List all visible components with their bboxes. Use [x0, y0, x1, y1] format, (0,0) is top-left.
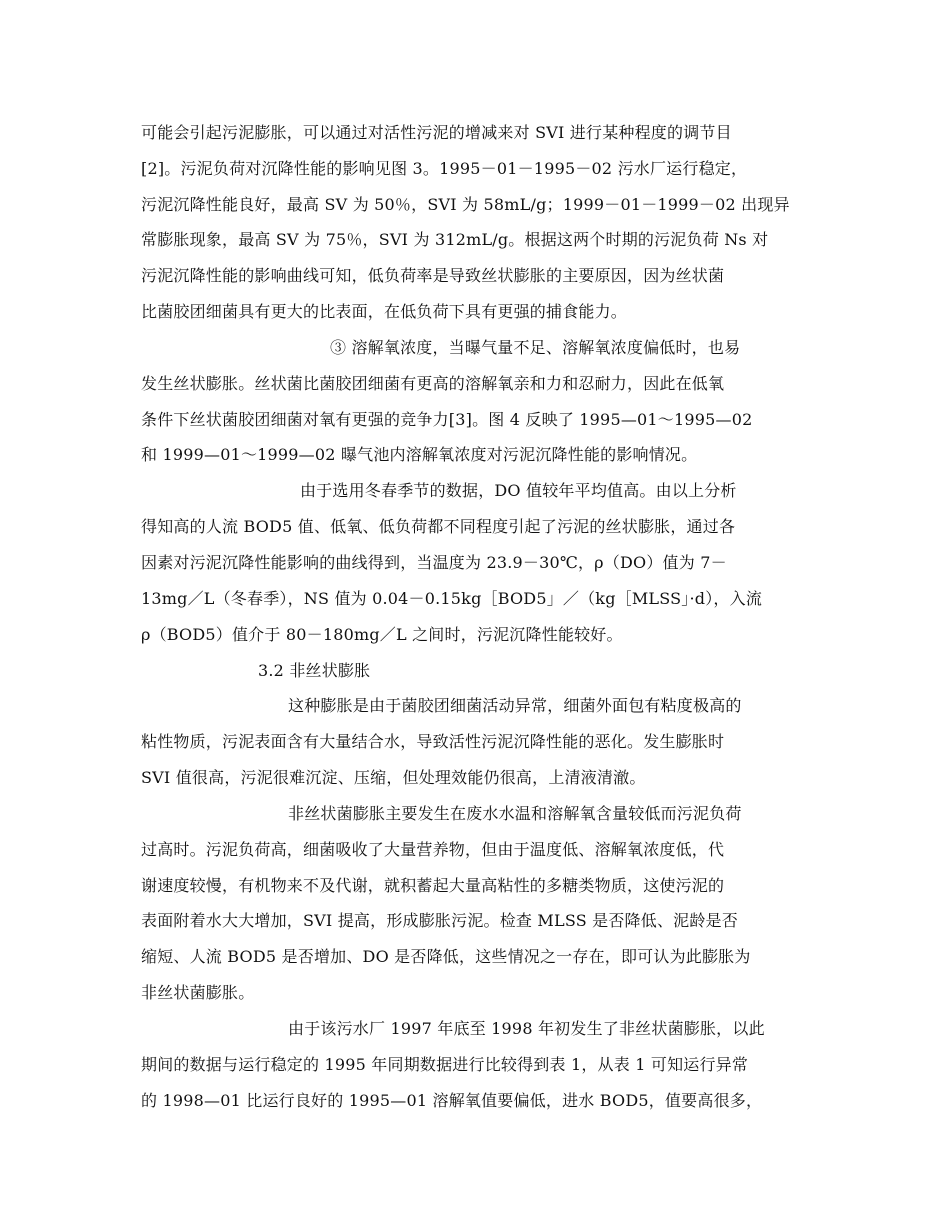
text-line: 13mg／L（冬春季），NS 值为 0.04－0.15kg［BOD5」／（kg［MLSS」·d），入流: [141, 589, 763, 608]
text-line: 过高时。污泥负荷高，细菌吸收了大量营养物，但由于温度低、溶解氧浓度低，代: [141, 840, 725, 859]
text-line: 因素对污泥沉降性能影响的曲线得到，当温度为 23.9－30℃，ρ（DO）值为 7－: [141, 553, 727, 572]
paragraph-start: 由于选用冬春季节的数据，DO 值较年平均值高。由以上分析: [300, 481, 737, 500]
text-line: 表面附着水大大增加，SVI 提高，形成膨胀污泥。检查 MLSS 是否降低、泥龄是否: [141, 911, 738, 930]
text-line: 得知高的人流 BOD5 值、低氧、低负荷都不同程度引起了污泥的丝状膨胀，通过各: [141, 517, 736, 536]
text-line: 常膨胀现象，最高 SV 为 75％，SVI 为 312mL/g。根据这两个时期的污泥负荷 Ns 对: [141, 230, 769, 249]
text-line: 污泥沉降性能良好，最高 SV 为 50％，SVI 为 58mL/g；1999－01－1999－02 出现异: [141, 195, 790, 214]
text-line: 期间的数据与运行稳定的 1995 年同期数据进行比较得到表 1，从表 1 可知运行异常: [141, 1055, 749, 1074]
text-line: 粘性物质，污泥表面含有大量结合水，导致活性污泥沉降性能的恶化。发生膨胀时: [141, 732, 725, 751]
text-line: 发生丝状膨胀。丝状菌比菌胶团细菌有更高的溶解氧亲和力和忍耐力，因此在低氧: [141, 374, 725, 393]
text-line: 缩短、人流 BOD5 是否增加、DO 是否降低，这些情况之一存在，即可认为此膨胀为: [141, 947, 751, 966]
paragraph-start: 这种膨胀是由于菌胶团细菌活动异常，细菌外面包有粘度极高的: [288, 696, 742, 715]
paragraph-start: 非丝状菌膨胀主要发生在废水水温和溶解氧含量较低而污泥负荷: [288, 804, 742, 823]
text-line: [2]。污泥负荷对沉降性能的影响见图 3。1995－01－1995－02 污水厂运行稳定，: [141, 159, 748, 178]
section-heading: 3.2 非丝状膨胀: [258, 661, 371, 680]
paragraph-start: 由于该污水厂 1997 年底至 1998 年初发生了非丝状菌膨胀，以此: [288, 1019, 765, 1038]
paragraph-start: ③ 溶解氧浓度，当曝气量不足、溶解氧浓度偏低时，也易: [330, 338, 741, 357]
text-line: 污泥沉降性能的影响曲线可知，低负荷率是导致丝状膨胀的主要原因，因为丝状菌: [141, 266, 725, 285]
text-line: 的 1998—01 比运行良好的 1995—01 溶解氧值要偏低，进水 BOD5，值要高很多，: [141, 1091, 763, 1110]
text-line: SVI 值很高，污泥很难沉淀、压缩，但处理效能仍很高，上清液清澈。: [141, 768, 646, 787]
text-line: 非丝状菌膨胀。: [141, 983, 255, 1002]
text-line: 谢速度较慢，有机物来不及代谢，就积蓄起大量高粘性的多糖类物质，这使污泥的: [141, 876, 725, 895]
text-line: 比菌胶团细菌具有更大的比表面，在低负荷下具有更强的捕食能力。: [141, 302, 628, 321]
text-line: 和 1999—01～1999—02 曝气池内溶解氧浓度对污泥沉降性能的影响情况。: [141, 445, 698, 464]
text-line: 条件下丝状菌胶团细菌对氧有更强的竞争力[3]。图 4 反映了 1995—01～1995—02: [141, 410, 753, 429]
text-line: ρ（BOD5）值介于 80－180mg／L 之间时，污泥沉降性能较好。: [141, 625, 623, 644]
text-line: 可能会引起污泥膨胀，可以通过对活性污泥的增减来对 SVI 进行某种程度的调节目: [141, 123, 732, 142]
